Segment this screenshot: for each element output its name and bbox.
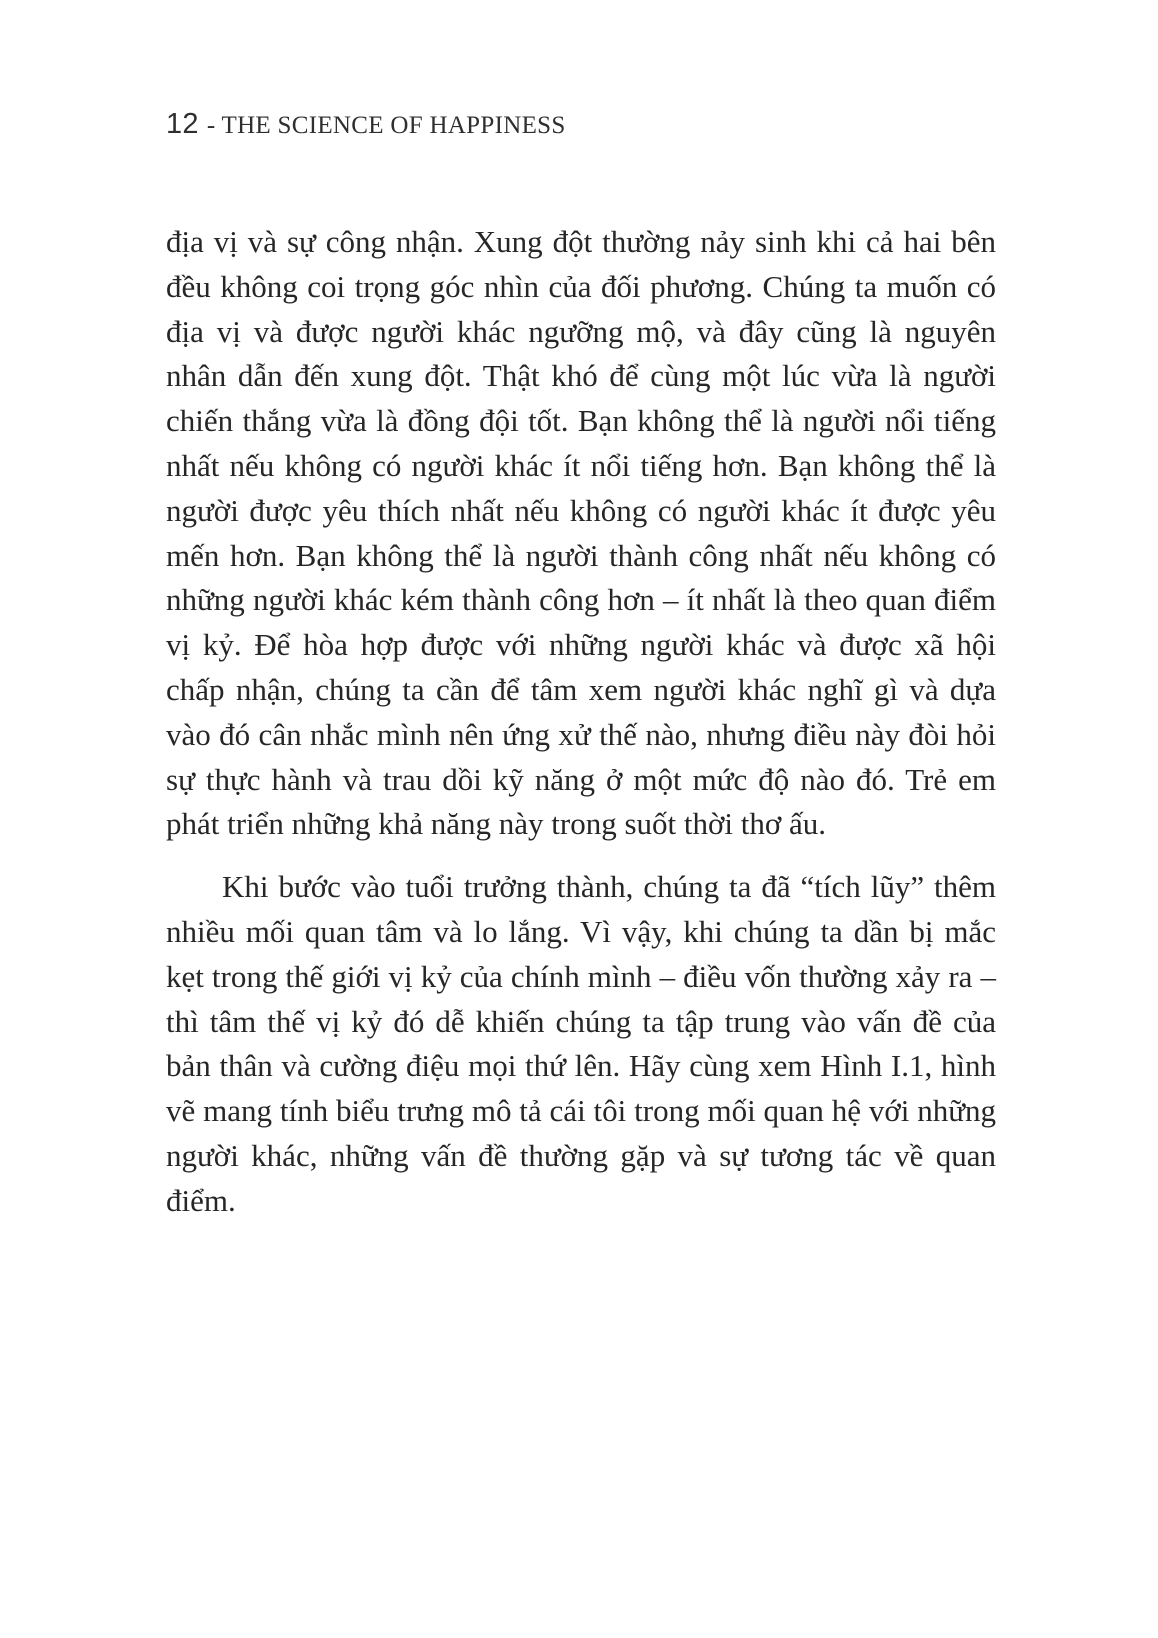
paragraph-continued: địa vị và sự công nhận. Xung đột thường nảy sinh khi cả hai bên đều không coi trọng góc nhìn của đối phương. Chúng ta muốn có địa vị và được người khác ngưỡng mộ, và đây cũng là nguyên nhân dẫn đến xung đột. Thật khó để cùng một lúc vừa là người chiến thắng vừa là đồng đội tốt. Bạn không thể là người nổi tiếng nhất nếu không có người khác ít nổi tiếng hơn. Bạn không thể là người được yêu thích nhất nếu không có người khác ít được yêu mến hơn. Bạn không thể là người thành công nhất nếu không có những người khác kém thành công hơn – ít nhất là theo quan điểm vị kỷ. Để hòa hợp được với những người khác và được xã hội chấp nhận, chúng ta cần để tâm xem người khác nghĩ gì và dựa vào đó cân nhắc mình nên ứng xử thế nào, nhưng điều này đòi hỏi sự thực hành và trau dồi kỹ năng ở một mức độ nào đó. Trẻ em phát triển những khả năng này trong suốt thời thơ ấu. <box>166 224 996 842</box>
running-header <box>166 108 566 141</box>
header-separator: - <box>206 112 216 139</box>
body-text <box>166 220 996 1224</box>
paragraph: Khi bước vào tuổi trưởng thành, chúng ta đã “tích lũy” thêm nhiều mối quan tâm và lo lắng. Vì vậy, khi chúng ta dần bị mắc kẹt trong thế giới vị kỷ của chính mình – điều vốn thường xảy ra – thì tâm thế vị kỷ đó dễ khiến chúng ta tập trung vào vấn đề của bản thân và cường điệu mọi thứ lên. Hãy cùng xem Hình I.1, hình vẽ mang tính biểu trưng mô tả cái tôi trong mối quan hệ với những người khác, những vấn đề thường gặp và sự tương tác về quan điểm. <box>166 869 996 1218</box>
book-title: THE SCIENCE OF HAPPINESS <box>221 112 566 139</box>
page-number: 12 <box>166 108 199 140</box>
